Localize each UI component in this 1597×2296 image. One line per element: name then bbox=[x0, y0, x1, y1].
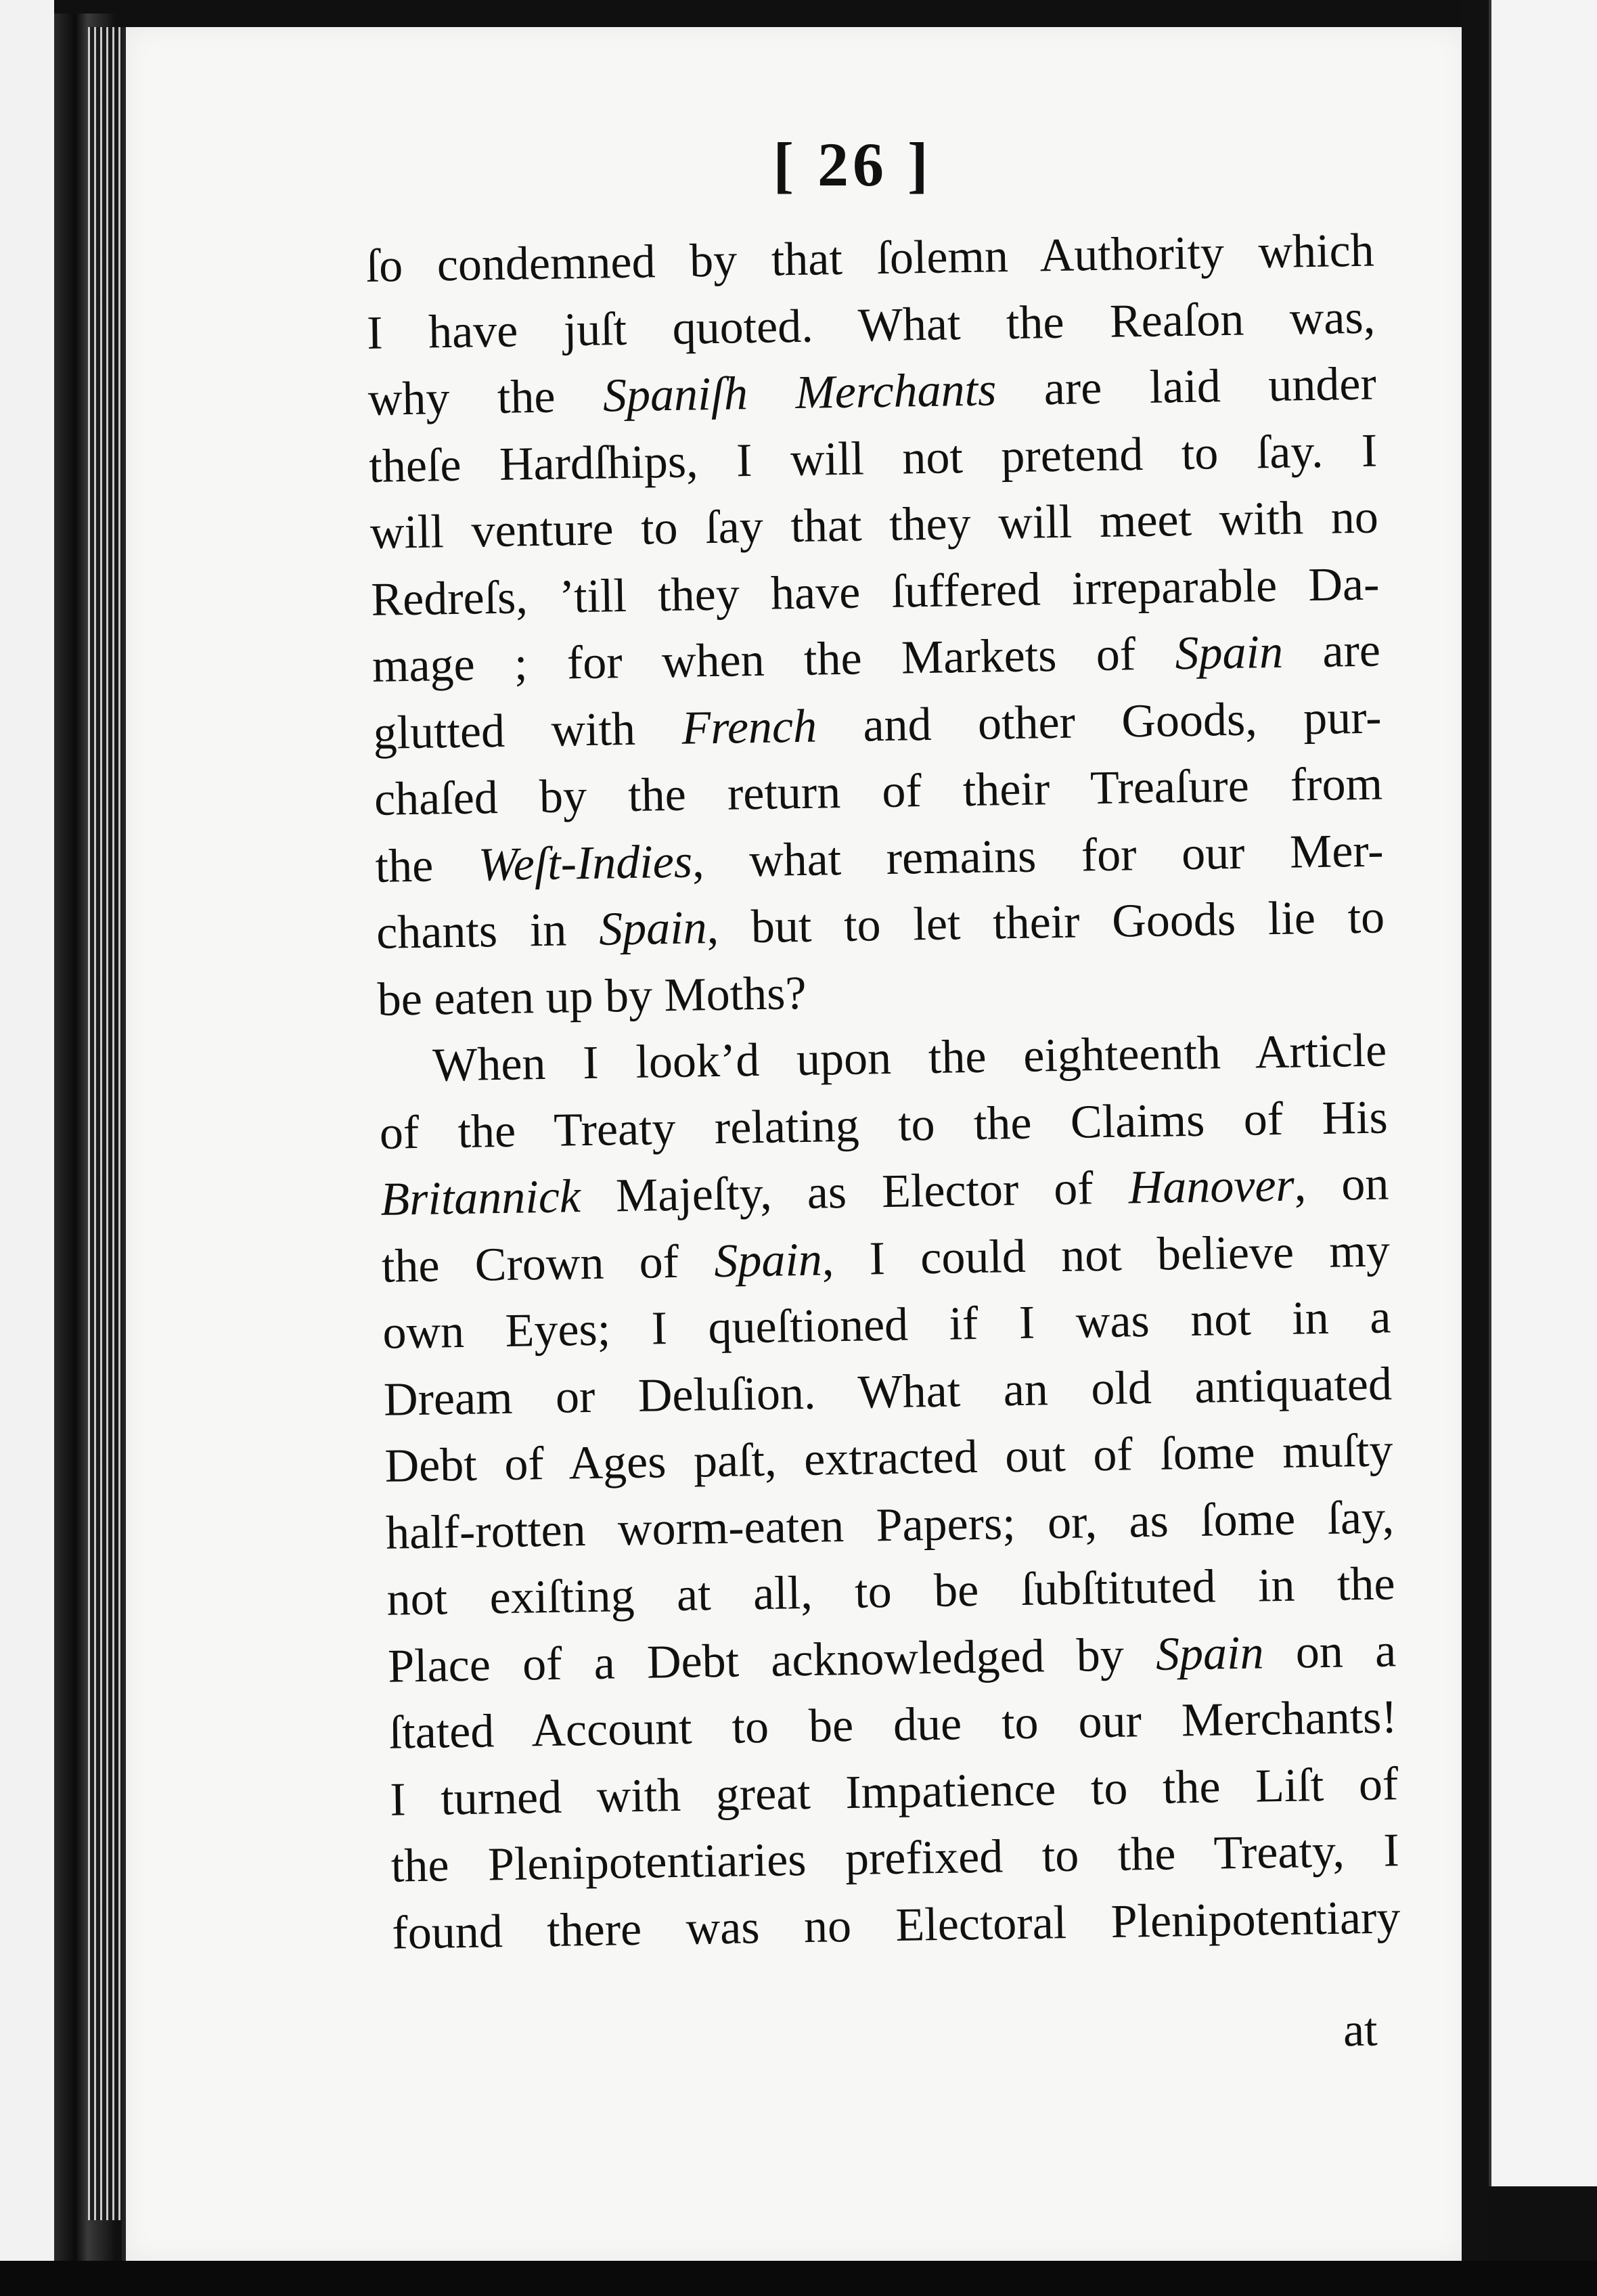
text-segment: Redreſs, ’till they have ſuffered irreparable Da- bbox=[370, 558, 1380, 626]
text-segment: Majeſty, as Elector of bbox=[580, 1162, 1129, 1223]
text-segment: Debt of Ages paſt, extracted out of ſome muſty bbox=[384, 1424, 1394, 1493]
facing-page-sliver bbox=[1489, 0, 1597, 2186]
text-segment: are laid under bbox=[995, 357, 1377, 416]
text-segment: I have juſt quoted. What the Reaſon was, bbox=[366, 291, 1376, 359]
text-segment: found there was no Electoral Plenipotentiary bbox=[391, 1891, 1401, 1960]
italic-segment: Spaniſh Merchants bbox=[602, 363, 997, 422]
text-segment: , on bbox=[1294, 1157, 1389, 1212]
text-segment: chants in bbox=[376, 903, 600, 959]
text-segment: ſtated Account to be due to our Merchants! bbox=[388, 1691, 1398, 1759]
book-left-margin bbox=[0, 0, 54, 2296]
catchword: at bbox=[1343, 2004, 1378, 2057]
text-segment: and other Goods, pur- bbox=[816, 691, 1382, 753]
text-segment: , but to let their Goods lie to bbox=[706, 891, 1385, 954]
text-segment: why the bbox=[367, 370, 604, 426]
text-segment: will venture to ſay that they will meet with no bbox=[369, 491, 1379, 559]
text-segment: own Eyes; I queſtioned if I was not in a bbox=[382, 1291, 1391, 1359]
text-segment: ſo condemned by that ſolemn Authority which bbox=[365, 224, 1375, 292]
italic-segment: Weſt-Indies bbox=[478, 835, 693, 891]
text-segment: on a bbox=[1263, 1624, 1397, 1679]
page-right-edge bbox=[1462, 0, 1489, 2296]
italic-segment: Spain bbox=[1174, 625, 1284, 680]
italic-segment: Spain bbox=[598, 902, 708, 956]
text-segment: Place of a Debt acknowledged by bbox=[387, 1628, 1156, 1693]
italic-segment: Spain bbox=[1155, 1626, 1265, 1681]
text-segment: the Crown of bbox=[381, 1235, 715, 1293]
text-segment: When I look’d upon the eighteenth Article bbox=[432, 1024, 1387, 1092]
text-segment: the Plenipotentiaries prefixed to the Treaty, I bbox=[390, 1824, 1400, 1893]
text-segment: , what remains for our Mer- bbox=[692, 824, 1385, 888]
text-segment: not exiſting at all, to be ſubſtituted in the bbox=[386, 1558, 1396, 1626]
italic-segment: Spain bbox=[713, 1233, 823, 1287]
text-segment: be eaten up by Moths? bbox=[377, 967, 807, 1026]
text-segment: chaſed by the return of their Treaſure from bbox=[374, 757, 1383, 826]
text-segment: , I could not believe my bbox=[822, 1224, 1391, 1286]
italic-segment: Britannick bbox=[380, 1170, 581, 1226]
page-body-text bbox=[365, 218, 1401, 1967]
text-segment: half-rotten worm-eaten Papers; or, as ſome ſay, bbox=[385, 1491, 1395, 1560]
text-segment: are bbox=[1282, 624, 1381, 678]
italic-segment: Hanover bbox=[1128, 1159, 1295, 1214]
text-segment: Dream or Deluſion. What an old antiquated bbox=[383, 1357, 1393, 1426]
italic-segment: French bbox=[681, 700, 817, 755]
text-segment: of the Treaty relating to the Claims of His bbox=[379, 1090, 1389, 1160]
text-segment: mage ; for when the Markets of bbox=[372, 627, 1176, 692]
text-segment: theſe Hardſhips, I will not pretend to ſay. I bbox=[368, 424, 1378, 493]
page-number: [ 26 ] bbox=[773, 130, 932, 199]
text-segment: I turned with great Impatience to the Liſt of bbox=[389, 1757, 1399, 1826]
text-segment: the bbox=[375, 838, 479, 893]
text-segment: glutted with bbox=[372, 702, 683, 759]
scan-bottom-strip bbox=[0, 2261, 1597, 2296]
